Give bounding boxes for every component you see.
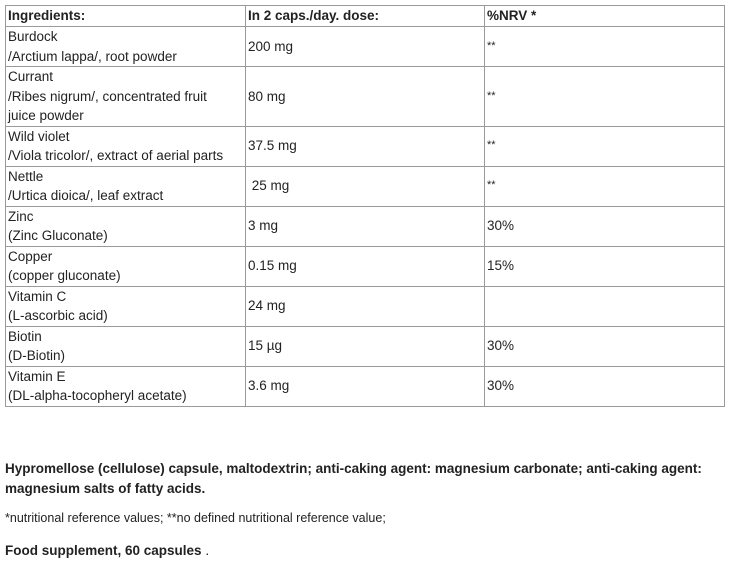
nrv-cell bbox=[485, 286, 725, 326]
table-row bbox=[6, 166, 725, 206]
ingredient-cell bbox=[6, 326, 246, 366]
ingredient-name: Burdock bbox=[8, 29, 58, 44]
ingredient-detail: /Ribes nigrum/, concentrated fruit bbox=[8, 88, 207, 104]
footnote-text: *nutritional reference values; **no defined nutritional reference value; bbox=[5, 511, 386, 525]
dose-cell: 0.15 mg bbox=[246, 246, 485, 286]
ingredient-name: Vitamin C bbox=[8, 288, 67, 304]
dose-cell: 200 mg bbox=[246, 27, 485, 67]
table-header-row bbox=[6, 6, 725, 27]
table-row bbox=[6, 27, 725, 67]
supplement-label: Food supplement, 60 capsules bbox=[5, 543, 202, 558]
ingredient-cell bbox=[6, 366, 246, 406]
table-row bbox=[6, 246, 725, 286]
composition-text: Hypromellose (cellulose) capsule, maltodextrin; anti-caking agent: magnesium carbonate; anti-caking agent: magnesium salts of fatty acids. bbox=[5, 461, 702, 496]
dose-cell: 3.6 mg bbox=[246, 366, 485, 406]
ingredient-cell bbox=[6, 286, 246, 326]
ingredient-cell bbox=[6, 67, 246, 127]
ingredient-cell bbox=[6, 27, 246, 67]
dose-cell: 37.5 mg bbox=[246, 126, 485, 166]
nrv-cell: 30% bbox=[485, 366, 725, 406]
table-row bbox=[6, 67, 725, 127]
table-row bbox=[6, 126, 725, 166]
ingredient-name: Wild violet bbox=[8, 128, 70, 144]
ingredient-name: Currant bbox=[8, 69, 54, 84]
ingredients-table bbox=[5, 5, 725, 407]
nrv-cell: 15% bbox=[485, 246, 725, 286]
table-row bbox=[6, 326, 725, 366]
ingredient-detail: (DL-alpha-tocopheryl acetate) bbox=[8, 388, 187, 403]
ingredient-detail: juice powder bbox=[8, 108, 84, 123]
header-ingredients: Ingredients: bbox=[6, 6, 246, 27]
ingredient-name: Vitamin E bbox=[8, 368, 66, 384]
nrv-cell: 30% bbox=[485, 206, 725, 246]
supplement-line bbox=[5, 541, 725, 561]
ingredient-name: Copper bbox=[8, 248, 53, 264]
nrv-cell: 30% bbox=[485, 326, 725, 366]
ingredient-detail: /Viola tricolor/, extract of aerial parts bbox=[8, 148, 224, 163]
nrv-cell: ** bbox=[485, 166, 725, 206]
table-row bbox=[6, 286, 725, 326]
ingredient-detail: (D-Biotin) bbox=[8, 348, 66, 363]
header-dose: In 2 caps./day. dose: bbox=[246, 6, 485, 27]
nrv-cell: ** bbox=[485, 67, 725, 127]
table-row bbox=[6, 366, 725, 406]
supplement-suffix: . bbox=[201, 543, 210, 558]
ingredient-cell bbox=[6, 166, 246, 206]
ingredient-detail: (copper gluconate) bbox=[8, 268, 121, 283]
header-nrv: %NRV * bbox=[485, 6, 725, 27]
dose-cell: 15 µg bbox=[246, 326, 485, 366]
dose-cell: 3 mg bbox=[246, 206, 485, 246]
ingredient-cell bbox=[6, 246, 246, 286]
nrv-cell: ** bbox=[485, 27, 725, 67]
ingredient-name: Biotin bbox=[8, 328, 42, 344]
ingredient-cell bbox=[6, 206, 246, 246]
ingredient-name: Zinc bbox=[8, 208, 34, 224]
dose-cell: 25 mg bbox=[246, 166, 485, 206]
ingredient-detail: (Zinc Gluconate) bbox=[8, 228, 108, 243]
ingredient-name: Nettle bbox=[8, 168, 44, 184]
ingredient-detail: /Urtica dioica/, leaf extract bbox=[8, 188, 164, 203]
dose-cell: 24 mg bbox=[246, 286, 485, 326]
nrv-cell: ** bbox=[485, 126, 725, 166]
ingredient-detail: (L-ascorbic acid) bbox=[8, 308, 108, 323]
dose-cell: 80 mg bbox=[246, 67, 485, 127]
table-row bbox=[6, 206, 725, 246]
ingredient-detail: /Arctium lappa/, root powder bbox=[8, 48, 177, 64]
ingredient-cell bbox=[6, 126, 246, 166]
